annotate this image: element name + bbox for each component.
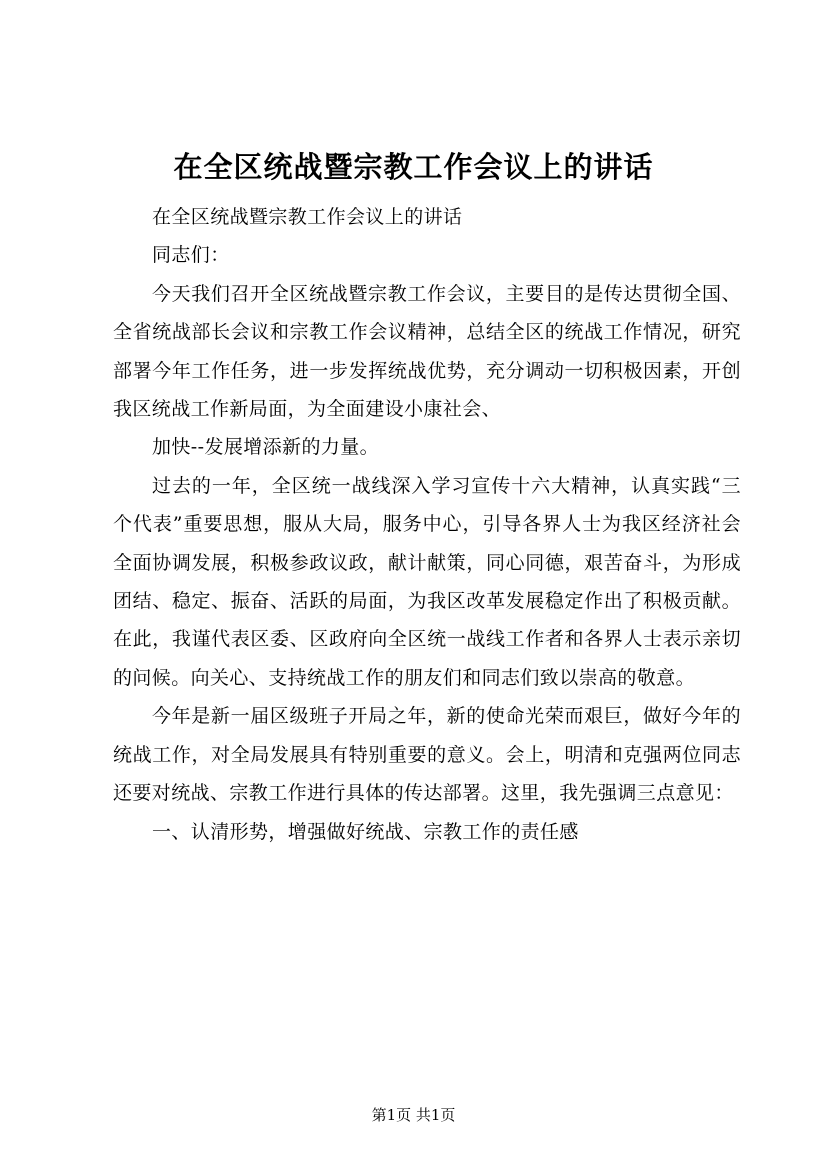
paragraph: 今天我们召开全区统战暨宗教工作会议，主要目的是传达贯彻全国、全省统战部长会议和宗教工作会议精神，总结全区的统战工作情况，研究部署今年工作任务，进一步发挥统战优势，充分调动一切积极因素，开创我区统战工作新局面，为全面建设小康社会、 bbox=[113, 282, 741, 421]
paragraph-subtitle: 在全区统战暨宗教工作会议上的讲话 bbox=[152, 206, 463, 228]
document-body bbox=[113, 198, 741, 851]
paragraph: 加快--发展增添新的力量。 bbox=[152, 436, 380, 459]
paragraph: 过去的一年，全区统一战线深入学习宣传十六大精神，认真实践“三个代表”重要思想，服从大局，服务中心，引导各界人士为我区经济社会全面协调发展，积极参政议政，献计献策，同心同德，艰苦奋斗，为形成团结、稳定、振奋、活跃的局面，为我区改革发展稳定作出了积极贡献。在此，我谨代表区委、区政府向全区统一战线工作者和各界人士表示亲切的问候。向关心、支持统战工作的朋友们和同志们致以崇高的敬意。 bbox=[113, 474, 741, 689]
page-footer: 第1页 共1页 bbox=[371, 1106, 456, 1124]
paragraph: 今年是新一届区级班子开局之年，新的使命光荣而艰巨，做好今年的统战工作，对全局发展具有特别重要的意义。会上，明清和克强两位同志还要对统战、宗教工作进行具体的传达部署。这里，我先强调三点意见： bbox=[113, 705, 741, 805]
document-title: 在全区统战暨宗教工作会议上的讲话 bbox=[173, 150, 654, 184]
paragraph-salutation: 同志们： bbox=[152, 244, 230, 267]
section-heading: 一、认清形势，增强做好统战、宗教工作的责任感 bbox=[152, 820, 579, 843]
